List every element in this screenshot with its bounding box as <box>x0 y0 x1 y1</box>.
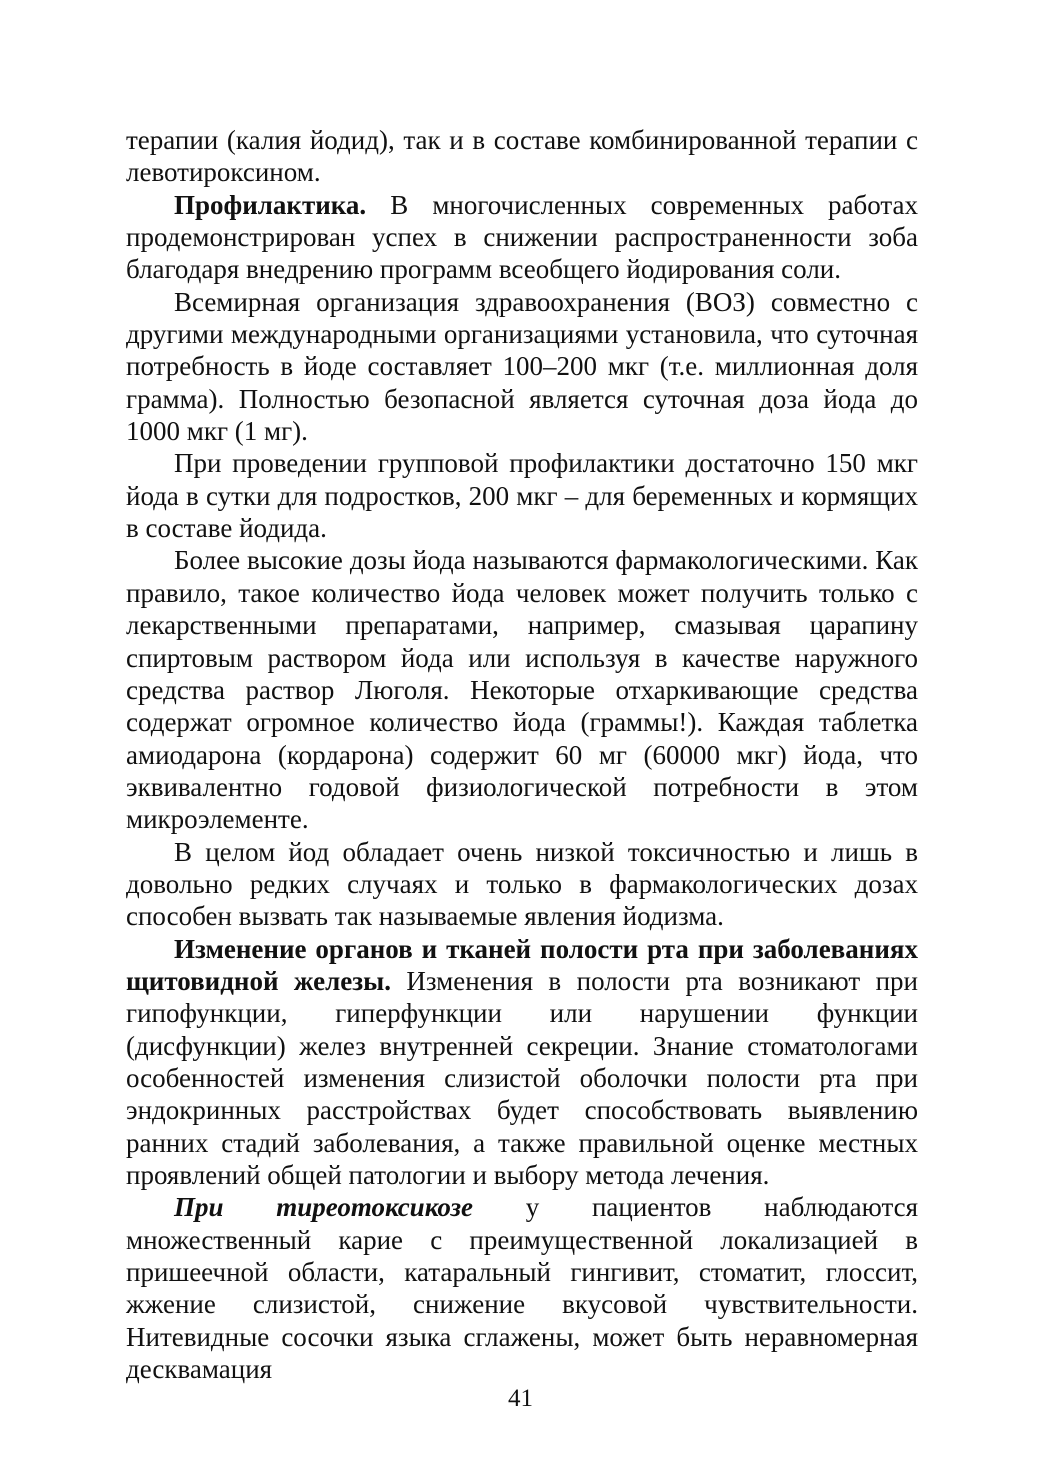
paragraph-text: Более высокие дозы йода называются фармакологическими. Как правило, такое количество йода человек может получить только с лекарственными препаратами, например, смазывая царапину спиртовым раствором йода или используя в качестве наружного средства раствор Люголя. Некоторые отхаркивающие средства содержат огромное количество йода (граммы!). Каждая таблетка амиодарона (кордарона) содержит 60 мг (60000 мкг) йода, что эквивалентно годовой физиологической потребности в этом микроэлементе. <box>126 545 918 835</box>
paragraph-thyrotoxicosis <box>126 1191 918 1385</box>
paragraph-oral-changes <box>126 933 918 1192</box>
paragraph-text: В многочисленных современных работах продемонстрирован успех в снижении распространенности зоба благодаря внедрению программ всеобщего йодирования соли. <box>126 189 918 285</box>
paragraph-who <box>126 286 918 448</box>
section-heading-oral-changes: Изменение органов и тканей полости рта при заболеваниях щитовидной железы. <box>126 933 918 996</box>
section-heading-thyrotoxicosis: При тиреотоксикозе <box>174 1192 474 1223</box>
paragraph-text: терапии (калия йодид), так и в составе комбинированной терапии с левотироксином. <box>126 125 918 188</box>
paragraph-text: Всемирная организация здравоохранения (ВОЗ) совместно с другими международными организациями установила, что суточная потребность в йоде составляет 100–200 мкг (т.е. миллионная доля грамма). Полностью безопасной является суточная доза йода до 1000 мкг (1 мг). <box>126 286 918 447</box>
paragraph-toxicity <box>126 836 918 933</box>
page-body <box>126 124 918 1385</box>
paragraph-text: В целом йод обладает очень низкой токсичностью и лишь в довольно редких случаях и только в фармакологических дозах способен вызвать так называемые явления йодизма. <box>126 836 918 932</box>
paragraph-text: у пациентов наблюдаются множественный карие с преимущественной локализацией в пришеечной области, катаральный гингивит, стоматит, глоссит, жжение слизистой, снижение вкусовой чувствительности. Нитевидные сосочки языка сглажены, может быть неравномерная десквамация <box>126 1192 918 1385</box>
paragraph-group-prophylaxis <box>126 447 918 544</box>
paragraph-text: При проведении групповой профилактики достаточно 150 мкг йода в сутки для подростков, 200 мкг – для беременных и кормящих в составе йодида. <box>126 448 918 544</box>
page-number: 41 <box>508 1385 533 1412</box>
paragraph-prophylaxis <box>126 189 918 286</box>
paragraph-continuation <box>126 124 918 189</box>
section-heading-prophylaxis: Профилактика. <box>174 189 367 220</box>
paragraph-pharmacological-doses <box>126 544 918 835</box>
paragraph-text: Изменения в полости рта возникают при гипофункции, гиперфункции или нарушении функции (дисфункции) желез внутренней секреции. Знание стоматологами особенностей изменения слизистой оболочки полости рта при эндокринных расстройствах будет способствовать выявлению ранних стадий заболевания, а также правильной оценке местных проявлений общей патологии и выбору метода лечения. <box>126 965 918 1190</box>
